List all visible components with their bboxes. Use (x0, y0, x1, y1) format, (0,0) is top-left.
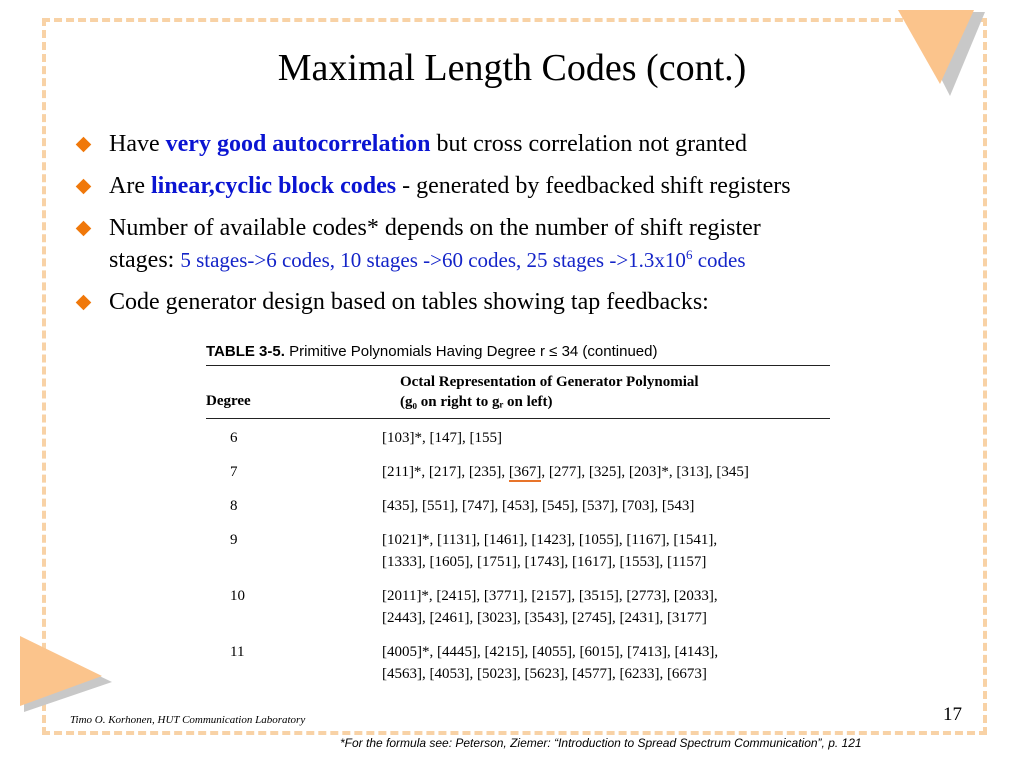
header-degree: Degree (206, 393, 251, 409)
diamond-bullet-icon (76, 179, 92, 195)
table-row: 7 [211]*, [217], [235], [367], [277], [325], [203]*, [313], [345] (230, 464, 749, 480)
table-caption: TABLE 3-5. Primitive Polynomials Having Degree r ≤ 34 (continued) (206, 343, 658, 360)
highlighted-polynomial: [367] (508, 464, 542, 480)
diamond-bullet-icon (76, 137, 92, 153)
table-row: 9 [1021]*, [1131], [1461], [1423], [1055], [1167], [1541], [1333], [1605], [1751], [1743], [1617], [1553], [1157] (230, 532, 718, 570)
bullet-text: Code generator design based on tables showing tap feedbacks: (109, 289, 709, 315)
bullet-emphasis: linear,cyclic block codes (150, 173, 397, 199)
bullet-item (72, 128, 932, 160)
bullet-text: Number of available codes* depends on the number of shift register (109, 215, 761, 241)
footnote: *For the formula see: Peterson, Ziemer: “Introduction to Spread Spectrum Communication”, p. 121 (340, 736, 862, 750)
diamond-bullet-icon (76, 295, 92, 311)
table-row: 6 [103]*, [147], [155] (230, 430, 502, 446)
bullet-text: but cross correlation not granted (430, 131, 748, 157)
header-octal: Octal Representation of Generator Polynomial (g₀ on right to gᵣ on left) (400, 374, 699, 410)
slide-title: Maximal Length Codes (cont.) (277, 47, 747, 89)
table-row: 11 [4005]*, [4445], [4215], [4055], [6015], [7413], [4143], [4563], [4053], [5023], [5623], [4577], [6233], [6673] (230, 644, 719, 682)
author-credit: Timo O. Korhonen, HUT Communication Laboratory (70, 714, 306, 726)
bullet-item (72, 170, 932, 202)
bullet-item (72, 212, 932, 276)
diamond-bullet-icon (76, 221, 92, 237)
table-row: 8 [435], [551], [747], [453], [545], [537], [703], [543] (230, 498, 695, 514)
bullet-text: stages: (109, 247, 181, 273)
table-header (206, 366, 830, 418)
polynomial-table (206, 343, 830, 685)
bullet-list (72, 128, 932, 328)
bullet-text: Are (109, 173, 151, 199)
table-row: 10 [2011]*, [2415], [3771], [2157], [3515], [2773], [2033], [2443], [2461], [3023], [3543], [2745], [2431], [3177] (230, 588, 718, 626)
bullet-item (72, 286, 932, 318)
page-number: 17 (943, 704, 962, 725)
bullet-text: Have (109, 131, 166, 157)
bullet-emphasis: very good autocorrelation (165, 131, 431, 157)
bullet-text: - generated by feedbacked shift registers (396, 173, 791, 199)
stages-codes-note: 5 stages->6 codes, 10 stages ->60 codes, 25 stages $->1.3x10^6$ codes (180, 247, 746, 272)
